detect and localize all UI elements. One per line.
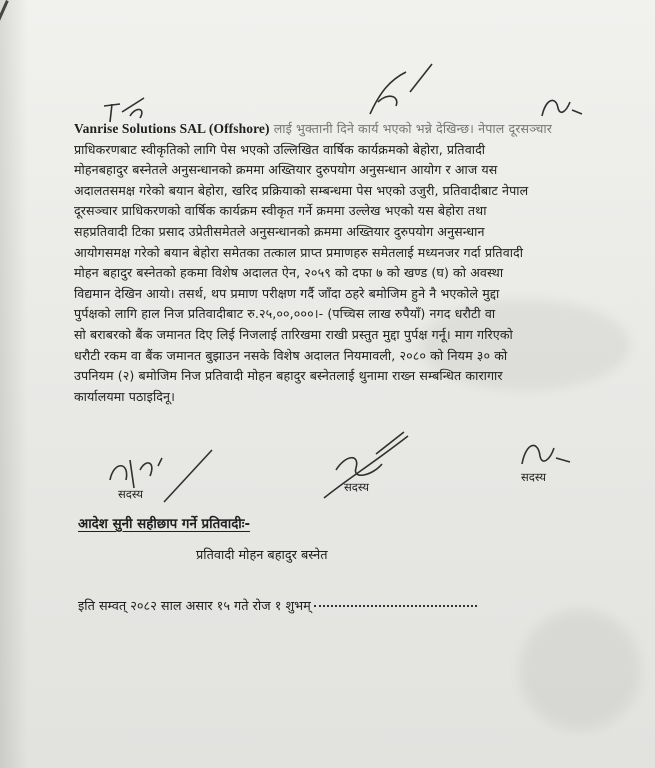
member-signature-center	[316, 424, 426, 504]
body-line: आयोगसमक्ष गरेको बयान बेहोरा समेतका तत्काल प्राप्त प्रमाणहरु समेतलाई मध्यनजर गर्दा प्रतिवादी	[74, 244, 524, 260]
body-line: पुर्पक्षको लागि हाल निज प्रतिवादीबाट रु.२५,००,०००।- (पच्चिस लाख रुपैयाँ) नगद धरौटी वा	[74, 306, 496, 322]
body-line: मोहन बहादुर बस्नेतको हकमा विशेष अदालत ऐन, २०५९ को दफा ७ को खण्ड (घ) को अवस्था	[74, 265, 504, 281]
body-line: उपनियम (२) बमोजिम निज प्रतिवादी मोहन बहादुर बस्नेतलाई थुनामा राख्न सम्बन्धित कारागार	[74, 368, 503, 384]
scan-smudge	[520, 610, 640, 730]
date-text: इति सम्वत् २०८२ साल असार १५ गते रोज १ शुभम्	[78, 599, 311, 614]
order-heading: आदेश सुनी सहीछाप गर्ने प्रतिवादीः-	[78, 517, 251, 532]
member-label: सदस्य	[521, 470, 547, 484]
page-crease-mark	[0, 0, 9, 83]
body-line: दूरसञ्चार प्राधिकरणको वार्षिक कार्यक्रम स्वीकृत गर्ने क्रममा उल्लेख भएको यस बेहोरा तथा	[74, 203, 487, 219]
company-name: Vanrise Solutions SAL (Offshore)	[74, 121, 270, 136]
signature-mark-top-right	[536, 92, 586, 122]
body-line: प्राधिकरणबाट स्वीकृतिको लागि पेस भएको उल्लिखित वार्षिक कार्यक्रमको बेहोरा, प्रतिवादी	[74, 141, 486, 157]
member-signature-right	[516, 434, 576, 474]
date-line	[78, 596, 477, 614]
body-line: कार्यालयमा पठाइदिनू।	[74, 388, 175, 404]
dotted-leader	[314, 605, 477, 607]
body-line: मोहनबहादुर बस्नेतले अनुसन्धानको क्रममा अख्तियार दुरुपयोग अनुसन्धान आयोग र आज यस	[74, 162, 498, 178]
body-line: धरौटी रकम वा बैंक जमानत बुझाउन नसके विशेष अदालत नियमावली, २०८० को नियम ३० को	[74, 347, 508, 363]
signature-mark-top-center	[360, 62, 440, 122]
member-label: सदस्य	[118, 487, 144, 501]
body-line: सहप्रतिवादी टिका प्रसाद उप्रेतीसमेतले अनुसन्धानको क्रममा अख्तियार दुरुपयोग अनुसन्धान	[74, 223, 485, 239]
body-line: विद्यमान देखिन आयो। तसर्थ, थप प्रमाण परीक्षण गर्दै जाँदा ठहरे बमोजिम हुने नै भएकोले मुद्दा	[74, 285, 500, 301]
respondent-name: प्रतिवादी मोहन बहादुर बस्नेत	[196, 548, 328, 563]
body-line: अदालतसमक्ष गरेको बयान बेहोरा, खरिद प्रक्रियाको सम्बन्धमा पेस भएको उजुरी, प्रतिवादीबाट नेपाल	[74, 182, 529, 198]
body-line-1: Vanrise Solutions SAL (Offshore) लाई भुक्तानी दिने कार्य भएको भन्ने देखिन्छ। नेपाल दूरसञ्चार	[74, 121, 552, 136]
order-body-text	[74, 119, 636, 407]
body-line: सो बराबरको बैंक जमानत दिए लिई निजलाई तारिखमा राखी प्रस्तुत मुद्दा पुर्पक्ष गर्नू। माग गरिएको	[74, 326, 513, 342]
member-label: सदस्य	[344, 480, 370, 494]
